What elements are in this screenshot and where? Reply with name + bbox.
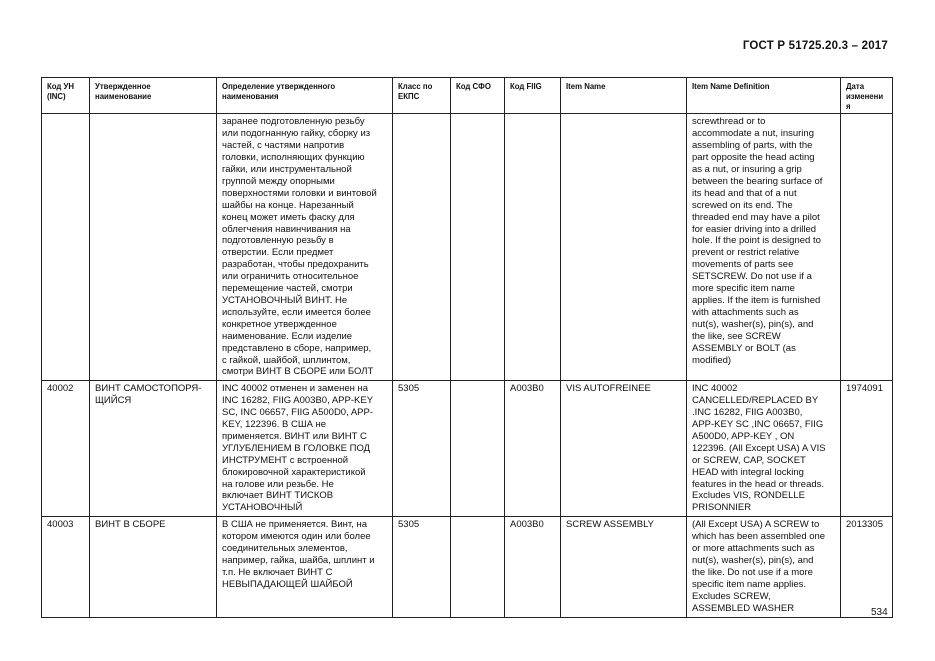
- page-number: 534: [871, 607, 888, 618]
- cell-sfo-code: [451, 381, 505, 517]
- col-header-approved-name: Утвержденное наименование: [90, 78, 217, 114]
- document-code: ГОСТ Р 51725.20.3 – 2017: [742, 40, 888, 52]
- cell-fiig-code: A003B0: [505, 381, 561, 517]
- cell-change-date: [841, 114, 893, 381]
- cell-definition: INC 40002 отменен и заменен на INC 16282, FIIG A003B0, APP-KEY SC, INC 06657, FIIG A500D0, APP- KEY, 122396. В США не применяется. ВИНТ или ВИНТ С УГЛУБЛЕНИЕМ В ГОЛОВКЕ ПОД ИНСТРУМЕНТ с встроенной блокировочной характеристикой на голове или резьбе. Не включает ВИНТ ТИСКОВ УСТАНОВОЧНЫЙ: [217, 381, 393, 517]
- col-header-inc: Код УН (INC): [42, 78, 90, 114]
- cell-inc: 40002: [42, 381, 90, 517]
- cell-approved-name: ВИНТ В СБОРЕ: [90, 517, 217, 617]
- cell-inc: 40003: [42, 517, 90, 617]
- col-header-definition: Определение утвержденного наименования: [217, 78, 393, 114]
- specification-table: [41, 77, 893, 618]
- col-header-item-name: Item Name: [561, 78, 687, 114]
- cell-ekps-class: 5305: [393, 381, 451, 517]
- cell-item-name-definition: INC 40002 CANCELLED/REPLACED BY .INC 16282, FIIG A003B0, APP-KEY SC ,INC 06657, FIIG A500D0, APP-KEY , ON 122396. (All Except USA) A VIS or SCREW, CAP, SOCKET HEAD with integral locking features in the head or threads. Excludes VIS, RONDELLE PRISONNIER: [687, 381, 841, 517]
- cell-change-date: 2013305: [841, 517, 893, 617]
- col-header-fiig-code: Код FIIG: [505, 78, 561, 114]
- cell-item-name-definition: (All Except USA) A SCREW to which has been assembled one or more attachments such as nut(s), washer(s), pin(s), and the like. Do not use if a more specific item name applies. Excludes SCREW, ASSEMBLED WASHER: [687, 517, 841, 617]
- cell-fiig-code: [505, 114, 561, 381]
- cell-item-name-definition: screwthread or to accommodate a nut, insuring assembling of parts, with the part opposite the head acting as a nut, or insuring a grip between the bearing surface of its head and that of a nut screwed on its end. The threaded end may have a pilot for easier driving into a drilled hole. If the point is designed to prevent or restrict relative movements of parts see SETSCREW. Do not use if a more specific item name applies. If the item is furnished with attachments such as nut(s), washer(s), pin(s), and the like, see SCREW ASSEMBLY or BOLT (as modified): [687, 114, 841, 381]
- cell-item-name: [561, 114, 687, 381]
- cell-ekps-class: 5305: [393, 517, 451, 617]
- cell-ekps-class: [393, 114, 451, 381]
- cell-fiig-code: A003B0: [505, 517, 561, 617]
- cell-item-name: SCREW ASSEMBLY: [561, 517, 687, 617]
- col-header-ekps-class: Класс по ЕКПС: [393, 78, 451, 114]
- cell-item-name: VIS AUTOFREINEE: [561, 381, 687, 517]
- table-row: [42, 381, 893, 517]
- col-header-item-name-definition: Item Name Definition: [687, 78, 841, 114]
- table-row: [42, 517, 893, 617]
- cell-sfo-code: [451, 114, 505, 381]
- table-header-row: [42, 78, 893, 114]
- col-header-change-date: Дата изменения: [841, 78, 893, 114]
- cell-inc: [42, 114, 90, 381]
- col-header-sfo-code: Код СФО: [451, 78, 505, 114]
- cell-approved-name: ВИНТ САМОСТОПОРЯ- ЩИЙСЯ: [90, 381, 217, 517]
- cell-change-date: 1974091: [841, 381, 893, 517]
- cell-approved-name: [90, 114, 217, 381]
- cell-definition: В США не применяется. Винт, на котором имеются один или более соединительных элементов, например, гайка, шайба, шплинт и т.п. Не включает ВИНТ С НЕВЫПАДАЮЩЕЙ ШАЙБОЙ: [217, 517, 393, 617]
- table-row: [42, 114, 893, 381]
- cell-definition: заранее подготовленную резьбу или подогнанную гайку, сборку из частей, с частями напротив головки, исполняющих функцию гайки, или инструментальной группой между опорными поверхностями головки и винтовой шайбы на конце. Нарезанный конец может иметь фаску для облегчения навинчивания на подготовленную резьбу в отверстии. Если предмет разработан, чтобы предохранить или ограничить относительное перемещение частей, смотри УСТАНОВОЧНЫЙ ВИНТ. Не используйте, если имеется более конкретное утвержденное наименование. Если изделие представлено в сборе, например, с гайкой, шайбой, шплинтом, смотри ВИНТ В СБОРЕ или БОЛТ: [217, 114, 393, 381]
- cell-sfo-code: [451, 517, 505, 617]
